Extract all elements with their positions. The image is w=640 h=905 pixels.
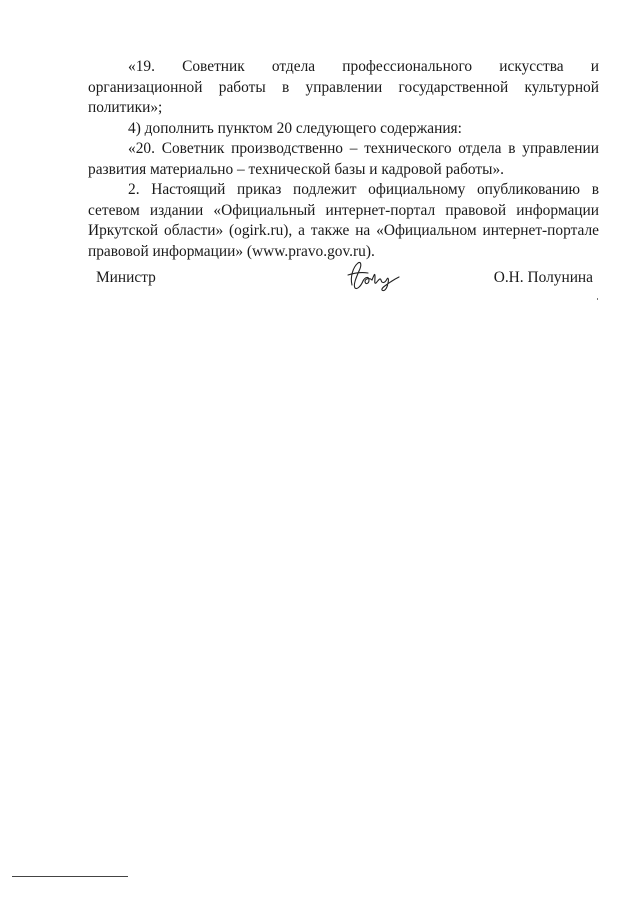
paragraph-item-19: «19. Советник отдела профессионального искусства и организационной работы в управлении государственной культурной политики»;: [88, 58, 599, 116]
signatory-title: Министр: [96, 269, 156, 286]
handwritten-signature: [344, 259, 402, 293]
paragraph-item-4: 4) дополнить пунктом 20 следующего содержания:: [128, 119, 462, 137]
paragraph-publication: 2. Настоящий приказ подлежит официальному опубликованию в сетевом издании «Официальный интернет-портал правовой информации Иркутской области» (ogirk.ru), а также на «Официальном интернет-портале правовой информации» (www.pravo.gov.ru).: [88, 181, 599, 260]
paragraph-item-20: «20. Советник производственно – технического отдела в управлении развития материально – технической базы и кадровой работы».: [88, 140, 599, 178]
scan-speck: [597, 298, 598, 300]
signature-block: [96, 265, 599, 295]
footer-rule: [12, 876, 128, 877]
signatory-name: О.Н. Полунина: [493, 269, 593, 286]
document-body: [88, 57, 599, 262]
